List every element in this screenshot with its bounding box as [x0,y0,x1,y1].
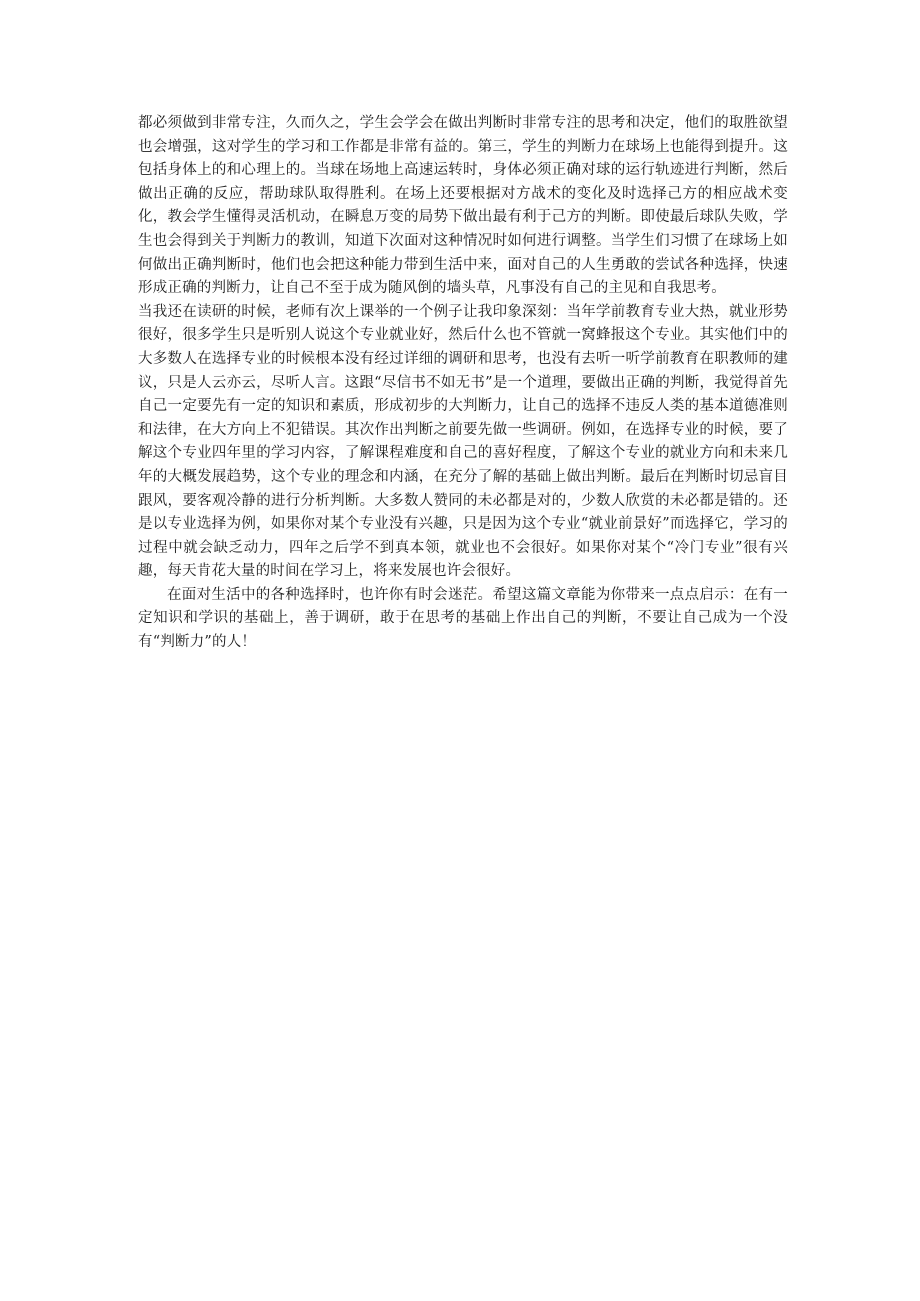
paragraph-3: 在面对生活中的各种选择时，也许你有时会迷茫。希望这篇文章能为你带来一点点启示：在有一定知识和学识的基础上，善于调研，敢于在思考的基础上作出自己的判断，不要让自己成为一个没有“判断力”的人！ [138,586,788,651]
document-body [138,112,788,655]
paragraph-1: 都必须做到非常专注，久而久之，学生会学会在做出判断时非常专注的思考和决定，他们的取胜欲望也会增强，这对学生的学习和工作都是非常有益的。第三，学生的判断力在球场上也能得到提升。这包括身体上的和心理上的。当球在场地上高速运转时，身体必须正确对球的运行轨迹进行判断，然后做出正确的反应，帮助球队取得胜利。在场上还要根据对方战术的变化及时选择己方的相应战术变化，教会学生懂得灵活机动，在瞬息万变的局势下做出最有利于己方的判断。即使最后球队失败，学生也会得到关于判断力的教训，知道下次面对这种情况时如何进行调整。当学生们习惯了在球场上如何做出正确判断时，他们也会把这种能力带到生活中来，面对自己的人生勇敢的尝试各种选择，快速形成正确的判断力，让自己不至于成为随风倒的墙头草，凡事没有自己的主见和自我思考。 [138,115,788,297]
paragraph-2: 当我还在读研的时候，老师有次上课举的一个例子让我印象深刻：当年学前教育专业大热，就业形势很好，很多学生只是听别人说这个专业就业好，然后什么也不管就一窝蜂报这个专业。其实他们中的大多数人在选择专业的时候根本没有经过详细的调研和思考，也没有去听一听学前教育在职教师的建议，只是人云亦云，尽听人言。这跟“尽信书不如无书”是一个道理，要做出正确的判断，我觉得首先自己一定要先有一定的知识和素质，形成初步的大判断力，让自己的选择不违反人类的基本道德准则和法律，在大方向上不犯错误。其次作出判断之前要先做一些调研。例如，在选择专业的时候，要了解这个专业四年里的学习内容，了解课程难度和自己的喜好程度，了解这个专业的就业方向和未来几年的大概发展趋势，这个专业的理念和内涵，在充分了解的基础上做出判断。最后在判断时切忌盲目跟风，要客观冷静的进行分析判断。大多数人赞同的未必都是对的，少数人欣赏的未必都是错的。还是以专业选择为例，如果你对某个专业没有兴趣，只是因为这个专业“就业前景好”而选择它，学习的过程中就会缺乏动力，四年之后学不到真本领，就业也不会很好。如果你对某个“冷门专业”很有兴趣，每天肯花大量的时间在学习上，将来发展也许会很好。 [138,303,788,580]
